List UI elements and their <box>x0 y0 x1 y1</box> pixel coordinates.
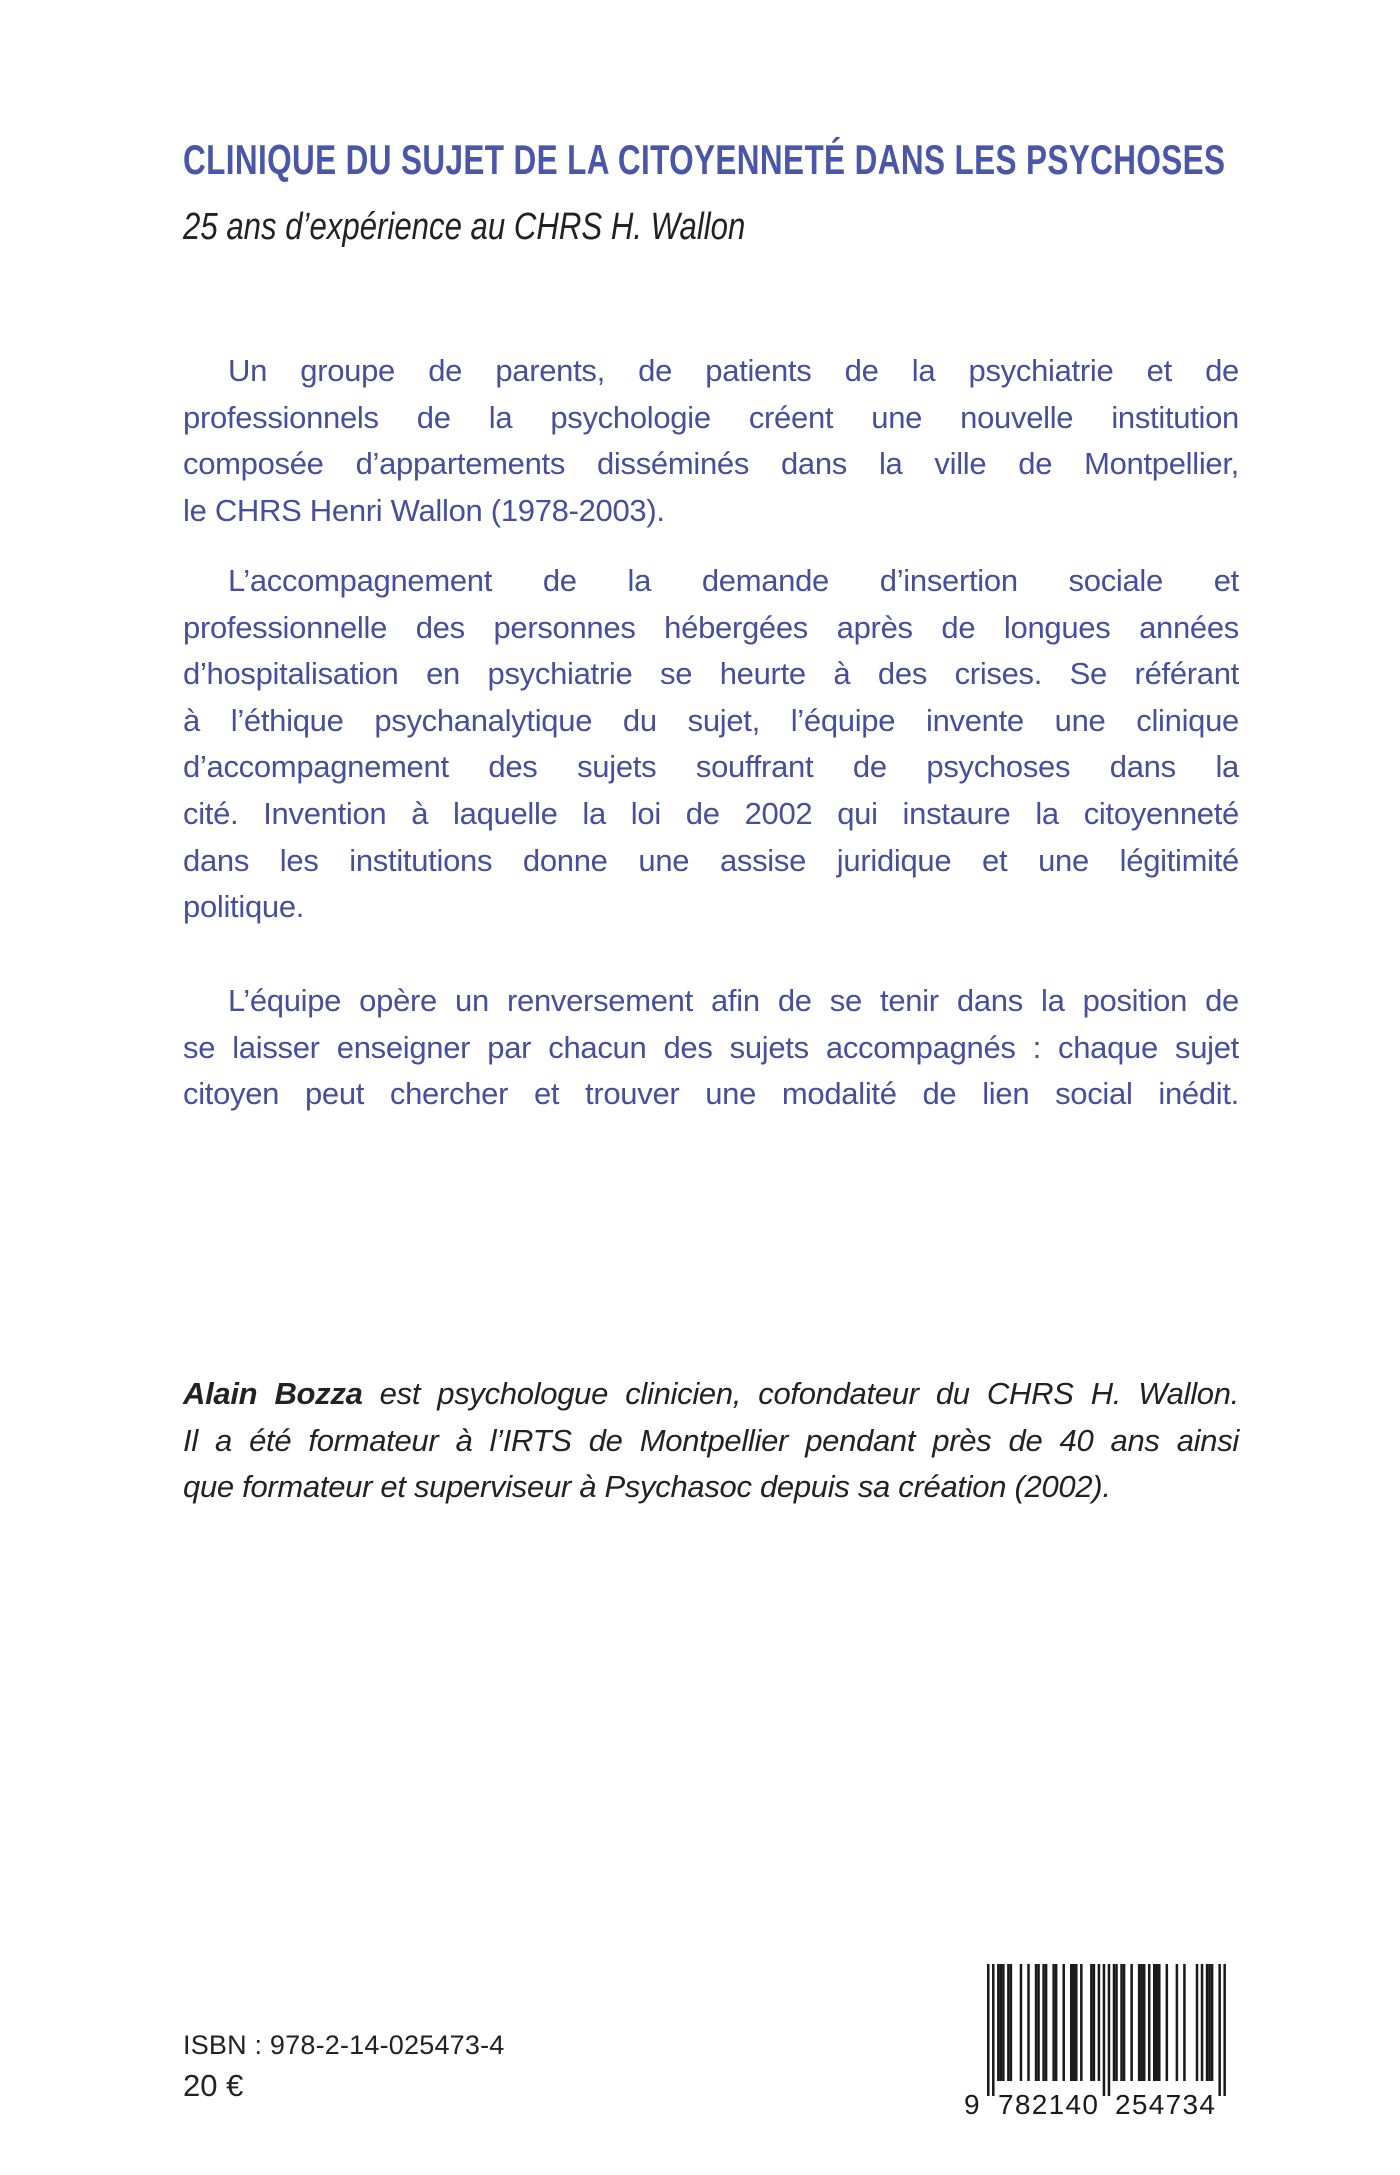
paragraph <box>183 348 1239 534</box>
book-title: CLINIQUE DU SUJET DE LA CITOYENNETÉ DANS LES PSYCHOSES <box>183 136 1226 183</box>
paragraph-line: composée d’appartements disséminés dans la ville de Montpellier, <box>183 446 1239 482</box>
paragraph-line: citoyen peut chercher et trouver une modalité de lien social inédit. <box>183 1076 1239 1112</box>
isbn-text: ISBN : 978-2-14-025473-4 <box>183 2030 505 2060</box>
paragraph-line: professionnelle des personnes hébergées après de longues années <box>183 609 1239 645</box>
paragraph-line: cité. Invention à laquelle la loi de 2002 qui instaure la citoyenneté <box>183 795 1239 831</box>
bio-line: Alain Bozza est psychologue clinicien, cofondateur du CHRS H. Wallon. <box>183 1376 1239 1411</box>
paragraph <box>183 558 1239 931</box>
author-name: Alain Bozza <box>183 1376 363 1411</box>
paragraph-line: à l’éthique psychanalytique du sujet, l’équipe invente une clinique <box>183 702 1239 738</box>
paragraph-line: professionnels de la psychologie créent une nouvelle institution <box>183 399 1239 435</box>
barcode-digits-left: 782140 <box>998 2089 1098 2120</box>
barcode-bars <box>987 1964 1226 2096</box>
paragraph-line: d’accompagnement des sujets souffrant de psychoses dans la <box>183 749 1239 785</box>
book-subtitle: 25 ans d’expérience au CHRS H. Wallon <box>183 206 746 248</box>
paragraph-line: dans les institutions donne une assise juridique et une légitimité <box>183 842 1239 878</box>
paragraph-line: se laisser enseigner par chacun des sujets accompagnés : chaque sujet <box>183 1029 1239 1065</box>
price-text: 20 € <box>183 2068 244 2103</box>
paragraph <box>183 978 1239 1118</box>
paragraph-line: politique. <box>183 889 305 925</box>
barcode-digits-right: 254734 <box>1115 2089 1215 2120</box>
author-bio <box>183 1371 1239 1511</box>
paragraph-line: Un groupe de parents, de patients de la psychiatrie et de <box>228 353 1239 388</box>
ean13-barcode <box>962 1964 1226 2120</box>
paragraph-line: L’accompagnement de la demande d’insertion sociale et <box>228 563 1239 598</box>
paragraph-line: le CHRS Henri Wallon (1978-2003). <box>183 492 665 528</box>
bio-line: Il a été formateur à l’IRTS de Montpellier pendant près de 40 ans ainsi <box>183 1422 1239 1458</box>
paragraph-line: L’équipe opère un renversement afin de se tenir dans la position de <box>228 983 1239 1018</box>
paragraph-line: d’hospitalisation en psychiatrie se heurte à des crises. Se référant <box>183 656 1239 692</box>
bio-line: que formateur et superviseur à Psychasoc depuis sa création (2002). <box>183 1469 1111 1505</box>
barcode-digit-first: 9 <box>964 2089 980 2120</box>
